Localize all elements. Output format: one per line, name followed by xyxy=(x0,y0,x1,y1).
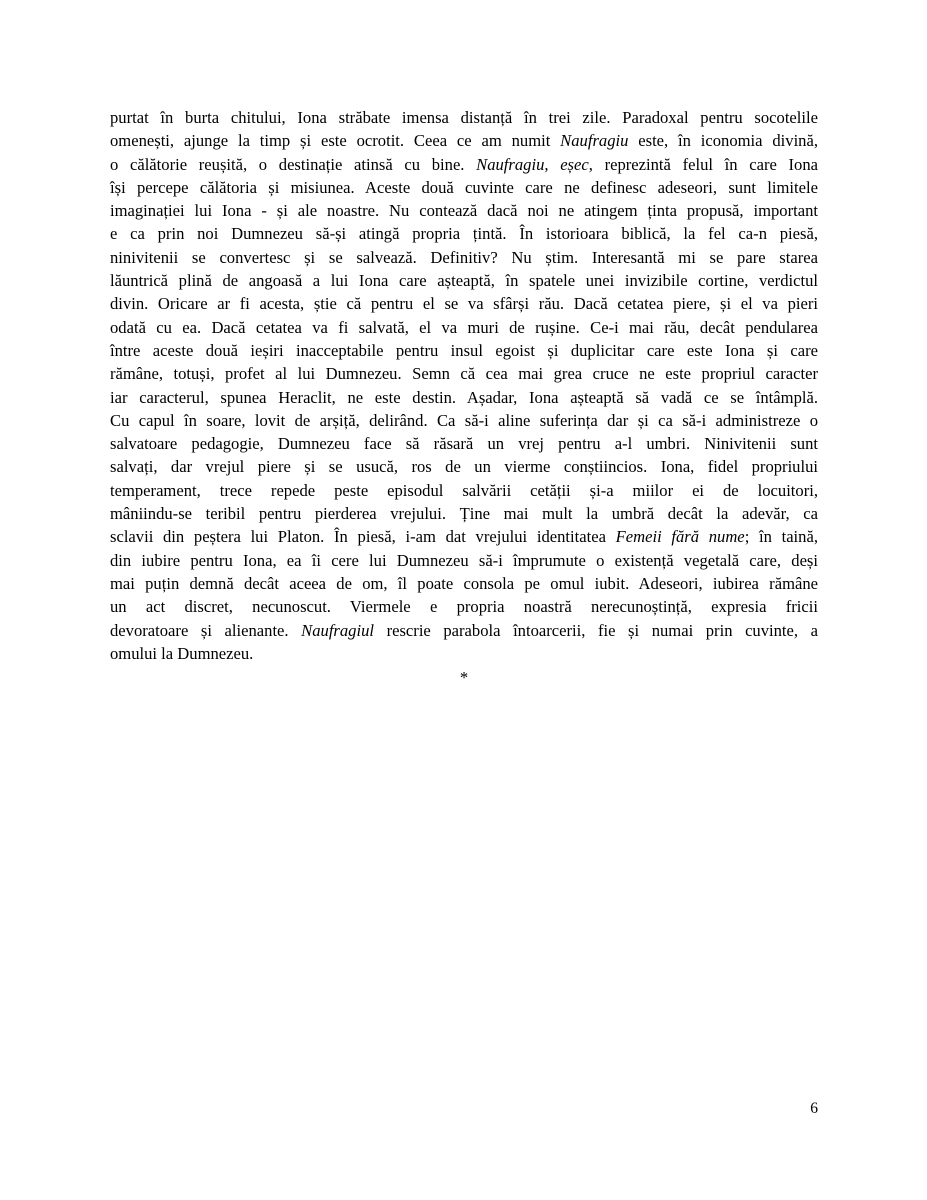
text-line xyxy=(110,432,818,455)
text-segment: sclavii din peștera lui Platon. În piesă, i-am dat vrejului identitatea xyxy=(110,527,616,547)
text-segment: omului la Dumnezeu. xyxy=(110,643,254,663)
text-segment: , reprezintă felul în care Iona xyxy=(588,154,819,174)
text-segment: este, în iconomia divină, xyxy=(628,131,818,151)
italic-text-segment: Femeii fără nume xyxy=(615,527,745,547)
text-segment: omenești, ajunge la timp și este ocrotit. Ceea ce am numit xyxy=(110,131,561,151)
text-segment: salvați, dar vrejul piere și se usucă, ros de un vierme conștiincios. Iona, fidel propriului xyxy=(110,457,818,477)
text-line xyxy=(110,199,818,222)
text-line xyxy=(110,619,818,642)
text-segment: devoratoare și alienante. xyxy=(110,620,302,640)
text-line xyxy=(110,502,818,525)
text-segment: din iubire pentru Iona, ea îi cere lui Dumnezeu să-i împrumute o existență vegetală care, deși xyxy=(110,550,818,570)
text-segment: iar caracterul, spunea Heraclit, ne este destin. Așadar, Iona așteaptă să vadă ce se întâmplă. xyxy=(110,387,818,407)
text-segment: un act discret, necunoscut. Viermele e propria noastră nerecunoștință, expresia fricii xyxy=(110,597,818,617)
text-line xyxy=(110,176,818,199)
page-body xyxy=(110,106,818,689)
text-line xyxy=(110,525,818,548)
text-segment: între aceste două ieșiri inacceptabile pentru insul egoist și duplicitar care este Iona și care xyxy=(110,340,818,360)
text-line xyxy=(110,292,818,315)
text-segment: odată cu ea. Dacă cetatea va fi salvată, el va muri de rușine. Ce-i mai rău, decât pendularea xyxy=(110,317,818,337)
text-line xyxy=(110,409,818,432)
text-segment: mâniindu-se teribil pentru pierderea vrejului. Ține mai mult la umbră decât la adevăr, ca xyxy=(110,504,818,524)
text-line xyxy=(110,153,818,176)
text-segment: o călătorie reușită, o destinație atinsă cu bine. xyxy=(110,154,477,174)
text-segment: ; în taină, xyxy=(744,527,818,547)
text-line xyxy=(110,549,818,572)
body-text xyxy=(110,106,818,665)
text-segment: imaginației lui Iona - și ale noastre. Nu contează dacă noi ne atingem ținta propusă, important xyxy=(110,201,818,221)
text-line xyxy=(110,642,818,665)
text-line xyxy=(110,269,818,292)
text-line xyxy=(110,316,818,339)
section-separator: * xyxy=(459,668,469,688)
text-line xyxy=(110,129,818,152)
italic-text-segment: Naufragiu, eșec xyxy=(476,154,589,174)
text-segment: Cu capul în soare, lovit de arșiță, delirând. Ca să-i aline suferința dar și ca să-i administreze o xyxy=(110,410,818,430)
text-segment: temperament, trece repede peste episodul salvării cetății și-a miilor ei de locuitori, xyxy=(110,480,818,500)
text-line xyxy=(110,246,818,269)
italic-text-segment: Naufragiul xyxy=(301,620,374,640)
text-segment: își percepe călătoria și misiunea. Aceste două cuvinte care ne definesc adeseori, sunt limitele xyxy=(110,177,818,197)
text-segment: lăuntrică plină de angoasă a lui Iona care așteaptă, în spatele unei invizibile cortine, verdictul xyxy=(110,271,818,291)
text-line xyxy=(110,572,818,595)
text-line xyxy=(110,362,818,385)
page-number: 6 xyxy=(810,1100,818,1117)
text-segment: purtat în burta chitului, Iona străbate imensa distanță în trei zile. Paradoxal pentru socotelile xyxy=(110,108,818,127)
text-line xyxy=(110,455,818,478)
text-line xyxy=(110,595,818,618)
text-line xyxy=(110,339,818,362)
text-line xyxy=(110,222,818,245)
italic-text-segment: Naufragiu xyxy=(560,131,629,151)
text-segment: divin. Oricare ar fi acesta, știe că pentru el se va sfârși rău. Dacă cetatea piere, și el va pieri xyxy=(110,294,818,314)
text-line xyxy=(110,386,818,409)
text-segment: rămâne, totuși, profet al lui Dumnezeu. Semn că cea mai grea cruce ne este propriul caracter xyxy=(110,364,818,384)
text-line xyxy=(110,106,818,129)
text-segment: rescrie parabola întoarcerii, fie și numai prin cuvinte, a xyxy=(374,620,819,640)
text-segment: ninivitenii se convertesc și se salvează. Definitiv? Nu știm. Interesantă mi se pare starea xyxy=(110,247,818,267)
text-segment: mai puțin demnă decât aceea de om, îl poate consola pe omul iubit. Adeseori, iubirea rămâne xyxy=(110,573,818,593)
text-segment: salvatoare pedagogie, Dumnezeu face să răsară un vrej pentru a-l umbri. Ninivitenii sunt xyxy=(110,434,818,454)
text-line xyxy=(110,479,818,502)
text-segment: e ca prin noi Dumnezeu să-și atingă propria țintă. În istorioara biblică, la fel ca-n piesă, xyxy=(110,224,818,244)
